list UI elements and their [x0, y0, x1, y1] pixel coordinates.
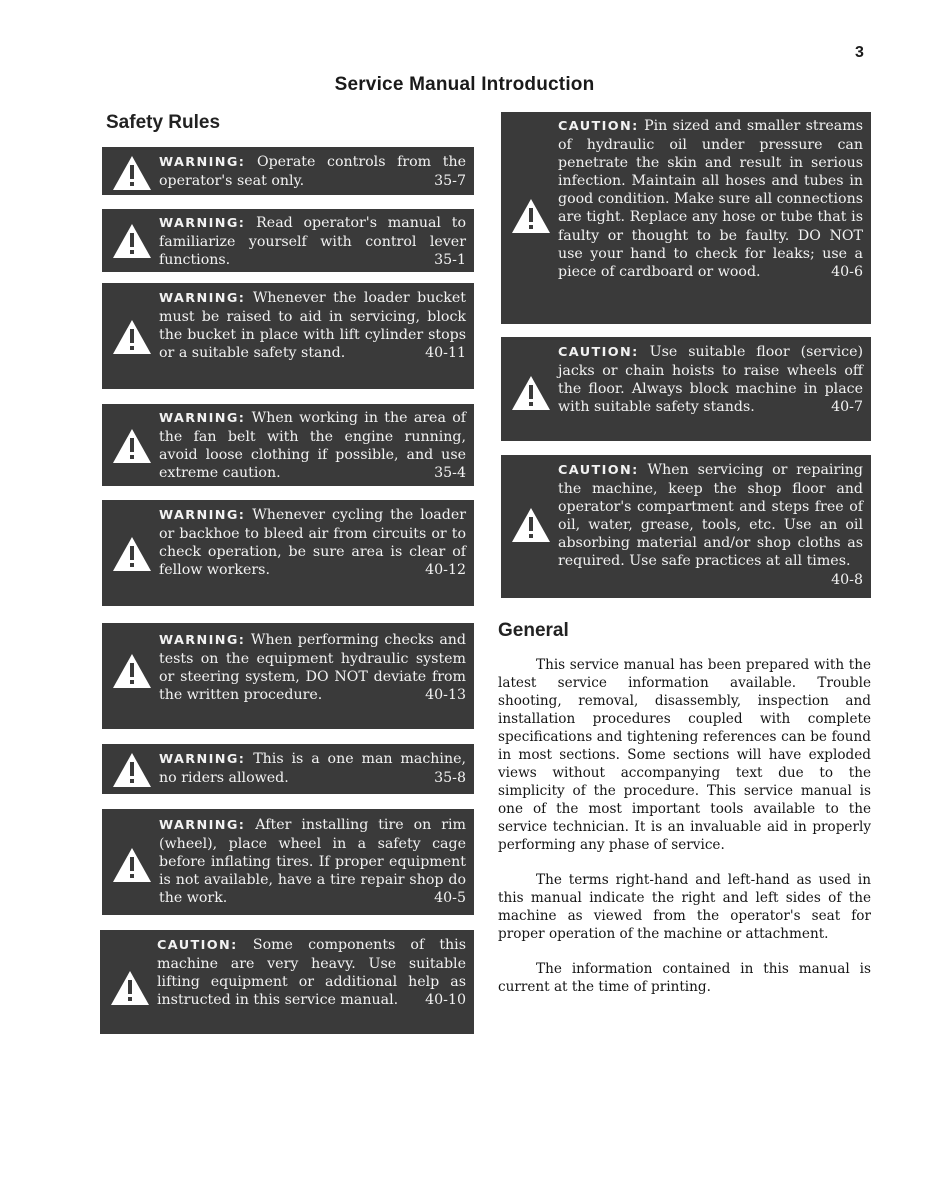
- page-number: 3: [855, 44, 864, 61]
- box-message: After installing tire on rim (wheel), place wheel in a safety cage before inflating tires. If proper equipment is not available, have a tire repair shop do the work.: [159, 817, 466, 907]
- warning-triangle-icon: [112, 223, 152, 259]
- warning-triangle-icon: [112, 847, 152, 883]
- box-type-label: WARNING:: [159, 411, 246, 426]
- box-code: 40-12: [425, 562, 466, 579]
- left-warning-box-8: [102, 809, 474, 915]
- warning-triangle-icon: [112, 536, 152, 572]
- warning-triangle-icon: [511, 198, 551, 234]
- box-type-label: WARNING:: [159, 752, 246, 767]
- warning-triangle-icon: [112, 653, 152, 689]
- box-message: When working in the area of the fan belt with the engine running, avoid loose clothing if possible, and use extreme caution.: [159, 410, 467, 482]
- warning-text: [159, 214, 466, 269]
- box-code: 40-10: [425, 992, 466, 1009]
- caution-text: [558, 461, 863, 589]
- box-code: 40-8: [831, 571, 863, 588]
- safety-rules-heading: Safety Rules: [106, 112, 221, 133]
- warning-triangle-icon: [511, 375, 551, 411]
- warning-text: [159, 816, 466, 907]
- warning-triangle-icon: [112, 155, 152, 191]
- warning-text: [159, 631, 466, 704]
- warning-text: [159, 289, 466, 362]
- page-title: Service Manual Introduction: [334, 74, 595, 95]
- box-message: Use suitable floor (service) jacks or chain hoists to raise wheels off the floor. Always block machine in place with suitable safety stands.: [558, 344, 864, 416]
- caution-text: [558, 117, 863, 281]
- warning-text: [159, 506, 466, 579]
- warning-triangle-icon: [511, 507, 551, 543]
- box-code: 40-11: [425, 345, 466, 362]
- box-message: Whenever the loader bucket must be raised to aid in servicing, block the bucket in place with lift cylinder stops or a suitable safety stand.: [159, 290, 467, 362]
- box-message: Some components of this machine are very heavy. Use suitable lifting equipment or additional help as instructed in this service manual.: [157, 937, 467, 1009]
- warning-triangle-icon: [110, 970, 150, 1006]
- general-body: [498, 656, 871, 996]
- general-paragraph-3: The information contained in this manual is current at the time of printing.: [498, 961, 871, 995]
- box-type-label: WARNING:: [159, 155, 246, 170]
- box-code: 40-7: [831, 399, 863, 416]
- box-message: Whenever cycling the loader or backhoe to bleed air from circuits or to check operation, be sure area is clear of fellow workers.: [159, 507, 466, 579]
- general-paragraph-1: This service manual has been prepared with the latest service information available. Trouble shooting, removal, disassembly, inspection and installation procedures coupled with complete specifications and tightening references can be found in most sections. Some sections will have exploded views without accompanying text due to the simplicity of the procedure. This service manual is one of the most important tools available to the service technician. It is an invaluable aid in properly performing any phase of service.: [498, 657, 871, 853]
- box-code: 35-7: [434, 173, 466, 190]
- warning-triangle-icon: [112, 752, 152, 788]
- box-type-label: WARNING:: [159, 216, 246, 231]
- right-caution-box-3: [501, 455, 871, 598]
- left-warning-box-5: [102, 500, 474, 606]
- box-code: 40-13: [425, 687, 466, 704]
- caution-text: [157, 936, 466, 1009]
- box-type-label: WARNING:: [159, 818, 246, 833]
- left-warning-box-1: [102, 147, 474, 195]
- box-type-label: CAUTION:: [558, 119, 639, 134]
- left-warning-box-7: [102, 744, 474, 794]
- box-message: Read operator's manual to familiarize yourself with control lever functions.: [159, 215, 466, 269]
- caution-text: [558, 343, 863, 416]
- box-code: 35-1: [434, 252, 466, 269]
- warning-text: [159, 750, 466, 787]
- warning-text: [159, 409, 466, 482]
- left-warning-box-2: [102, 209, 474, 272]
- left-warning-box-3: [102, 283, 474, 389]
- warning-triangle-icon: [112, 428, 152, 464]
- box-type-label: CAUTION:: [558, 345, 639, 360]
- box-type-label: CAUTION:: [558, 463, 639, 478]
- box-type-label: WARNING:: [159, 508, 246, 523]
- box-code: 40-6: [831, 263, 863, 280]
- left-warning-box-6: [102, 623, 474, 729]
- box-type-label: CAUTION:: [157, 938, 238, 953]
- box-code: 40-5: [434, 890, 466, 907]
- box-message: This is a one man machine, no riders allowed.: [159, 751, 466, 787]
- box-type-label: WARNING:: [159, 633, 246, 648]
- right-caution-box-1: [501, 112, 871, 324]
- box-message: Operate controls from the operator's seat only.: [159, 154, 466, 190]
- left-warning-box-4: [102, 404, 474, 486]
- box-message: When servicing or repairing the machine, keep the shop floor and operator's compartment and steps free of oil, water, grease, tools, etc. Use an oil absorbing material and/or shop cloths as required. Use safe practices at all times.: [558, 462, 863, 570]
- right-caution-box-2: [501, 337, 871, 441]
- warning-triangle-icon: [112, 319, 152, 355]
- general-paragraph-2: The terms right-hand and left-hand as used in this manual indicate the right and left sides of the machine as viewed from the operator's seat for proper operation of the machine or attachment.: [498, 872, 871, 942]
- left-caution-box-9: [100, 930, 474, 1034]
- box-type-label: WARNING:: [159, 291, 246, 306]
- general-heading: General: [498, 620, 569, 641]
- box-message: When performing checks and tests on the equipment hydraulic system or steering system, DO NOT deviate from the written procedure.: [159, 632, 466, 704]
- box-code: 35-8: [434, 770, 466, 787]
- box-message: Pin sized and smaller streams of hydraulic oil under pressure can penetrate the skin and result in serious infection. Maintain all hoses and tubes in good condition. Make sure all connections are tight. Replace any hose or tube that is faulty or thought to be faulty. DO NOT use your hand to check for leaks; use a piece of cardboard or wood.: [558, 118, 863, 280]
- warning-text: [159, 153, 466, 190]
- box-code: 35-4: [434, 465, 466, 482]
